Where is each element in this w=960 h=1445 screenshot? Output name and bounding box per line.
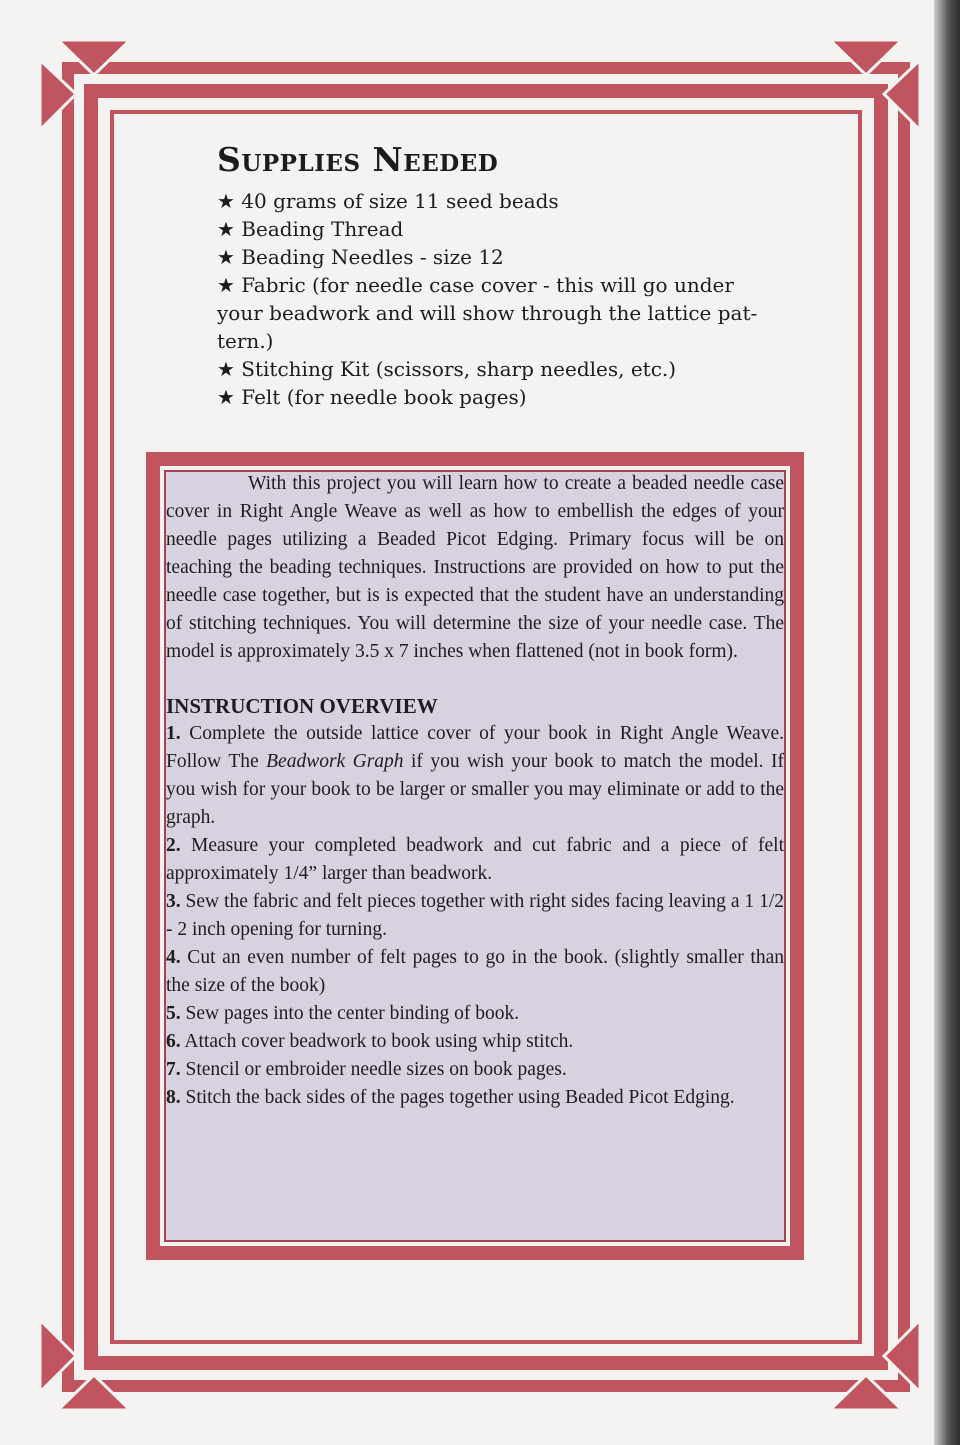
supply-item: ★ Fabric (for needle case cover - this will go under your beadwork and will show through the lattice pattern.) — [217, 273, 758, 353]
step-item — [166, 1056, 784, 1084]
step-text: Stencil or embroider needle sizes on book pages. — [180, 1059, 567, 1080]
step-text: Stitch the back sides of the pages together using Beaded Picot Edging. — [180, 1087, 735, 1108]
step-number: 1. — [166, 723, 181, 744]
step-item — [166, 832, 784, 888]
step-text: Attach cover beadwork to book using whip stitch. — [180, 1031, 574, 1052]
corner-ornament-right-top — [884, 60, 920, 130]
step-number: 3. — [166, 891, 181, 912]
corner-ornament-left-top — [40, 60, 76, 130]
step-item — [166, 888, 784, 944]
step-number: 7. — [166, 1059, 181, 1080]
supply-item: ★ Beading Needles - size 12 — [217, 245, 504, 269]
supply-item: ★ Stitching Kit (scissors, sharp needles, etc.) — [217, 357, 677, 381]
supply-list — [217, 187, 777, 411]
step-text: Measure your completed beadwork and cut fabric and a piece of felt approximately 1/4” larger than beadwork. — [166, 835, 784, 884]
step-item — [166, 720, 784, 832]
step-text: if you wish your book to match the model. If you wish for your book to be larger or smaller you may eliminate or add to the graph. — [166, 751, 784, 828]
supplies-title: Supplies Needed — [217, 140, 499, 179]
step-text-italic: Beadwork Graph — [266, 751, 404, 772]
step-text: Sew pages into the center binding of book. — [180, 1003, 520, 1024]
step-item — [166, 1084, 784, 1112]
supply-item: ★ Beading Thread — [217, 217, 404, 241]
overview-heading: INSTRUCTION OVERVIEW — [166, 694, 438, 718]
corner-ornament-right-bottom — [884, 1320, 920, 1392]
corner-ornament-left-bottom — [40, 1320, 76, 1392]
instructions-content — [166, 470, 784, 1112]
step-number: 2. — [166, 835, 181, 856]
step-item — [166, 944, 784, 1000]
step-number: 5. — [166, 1003, 181, 1024]
corner-ornament-top-left — [58, 40, 130, 75]
step-number: 4. — [166, 947, 181, 968]
corner-ornament-bottom-right — [830, 1375, 902, 1410]
corner-ornament-top-right — [830, 40, 902, 75]
step-item — [166, 1028, 784, 1056]
instruction-steps — [166, 720, 784, 1112]
step-text: Cut an even number of felt pages to go in the book. (slightly smaller than the size of the book) — [166, 947, 784, 996]
step-number: 6. — [166, 1031, 181, 1052]
supply-item: ★ 40 grams of size 11 seed beads — [217, 189, 559, 213]
step-text: Sew the fabric and felt pieces together with right sides facing leaving a 1 1/2 - 2 inch opening for turning. — [166, 891, 784, 940]
supplies-section — [217, 140, 777, 411]
supply-item: ★ Felt (for needle book pages) — [217, 385, 527, 409]
intro-paragraph: With this project you will learn how to create a beaded needle case cover in Right Angle Weave as well as how to embellish the edges of your needle pages utilizing a Beaded Picot Edging. Primary focus will be on teaching the beading techniques. Instructions are provided on how to put the needle case together, but is is expected that the student have an understanding of stitching techniques. You will determine the size of your needle case. The model is approximately 3.5 x 7 inches when flattened (not in book form). — [166, 473, 784, 662]
step-number: 8. — [166, 1087, 181, 1108]
step-text: Complete the outside lattice cover of your book in Right Angle Weave. Follow The — [166, 723, 784, 772]
step-item — [166, 1000, 784, 1028]
corner-ornament-bottom-left — [58, 1375, 130, 1410]
